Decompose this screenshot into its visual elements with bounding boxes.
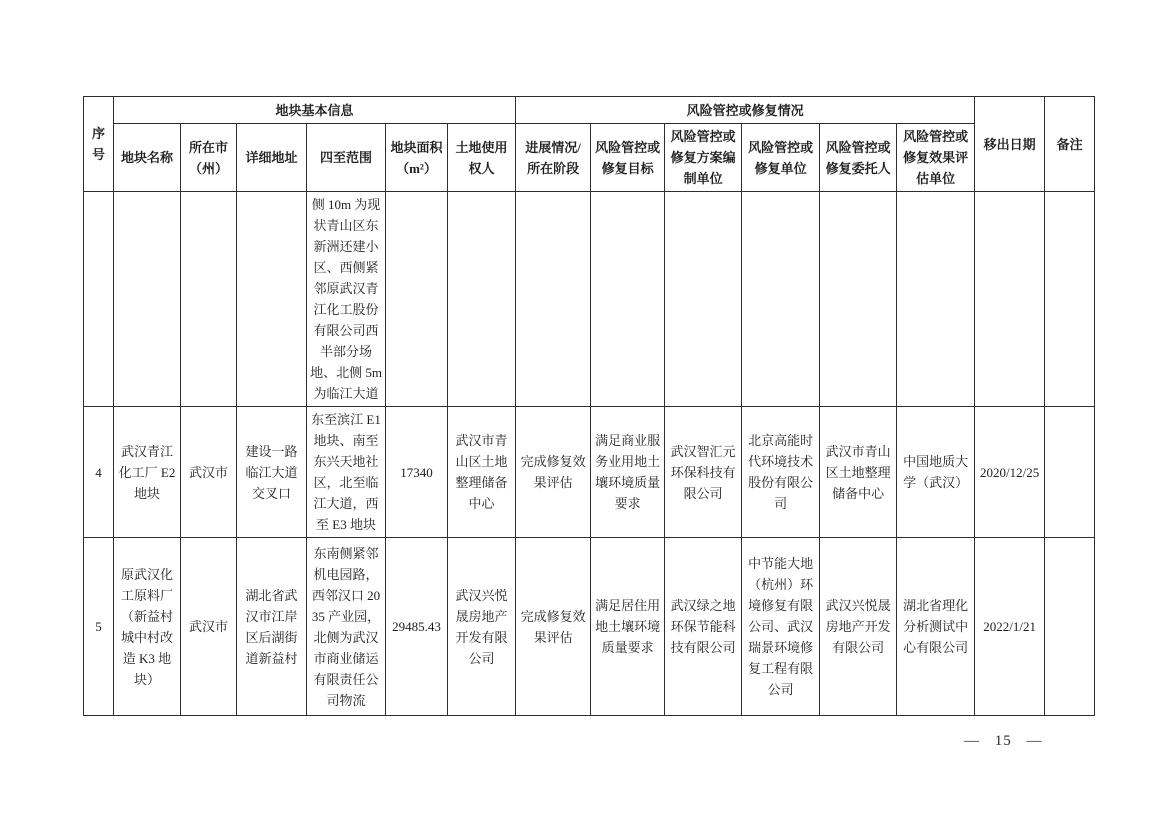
cell-client: 武汉兴悦晟房地产开发有限公司 bbox=[820, 538, 897, 716]
cell-progress: 完成修复效果评估 bbox=[516, 538, 591, 716]
cell-serial bbox=[84, 192, 114, 407]
cell-remediation-unit bbox=[742, 192, 820, 407]
cell-assessment-unit: 湖北省理化分析测试中心有限公司 bbox=[897, 538, 975, 716]
table-row-5 bbox=[84, 538, 1095, 716]
cell-plot-name: 原武汉化工原料厂（新益村城中村改造 K3 地块） bbox=[114, 538, 181, 716]
cell-address bbox=[237, 192, 307, 407]
table-row-continuation bbox=[84, 192, 1095, 407]
cell-address: 湖北省武汉市江岸区后湖街道新益村 bbox=[237, 538, 307, 716]
header-serial: 序号 bbox=[84, 97, 114, 192]
cell-client bbox=[820, 192, 897, 407]
cell-city: 武汉市 bbox=[181, 538, 237, 716]
header-sub-row bbox=[84, 124, 1095, 192]
header-boundaries: 四至范围 bbox=[307, 124, 386, 192]
header-plot-name: 地块名称 bbox=[114, 124, 181, 192]
header-address: 详细地址 bbox=[237, 124, 307, 192]
cell-remarks bbox=[1045, 192, 1095, 407]
cell-progress bbox=[516, 192, 591, 407]
cell-serial: 4 bbox=[84, 407, 114, 538]
cell-assessment-unit: 中国地质大学（武汉） bbox=[897, 407, 975, 538]
cell-plan-unit bbox=[665, 192, 742, 407]
cell-client: 武汉市青山区土地整理储备中心 bbox=[820, 407, 897, 538]
header-remediation-unit: 风险管控或修复单位 bbox=[742, 124, 820, 192]
cell-progress: 完成修复效果评估 bbox=[516, 407, 591, 538]
cell-serial: 5 bbox=[84, 538, 114, 716]
page-number: — 15 — bbox=[964, 733, 1043, 749]
header-group-row bbox=[84, 97, 1095, 124]
cell-boundaries: 侧 10m 为现状青山区东新洲还建小区、西侧紧邻原武汉青江化工股份有限公司西半部分场地、北侧 5m 为临江大道 bbox=[307, 192, 386, 407]
cell-assessment-unit bbox=[897, 192, 975, 407]
cell-removal-date: 2022/1/21 bbox=[975, 538, 1045, 716]
header-removal-date: 移出日期 bbox=[975, 97, 1045, 192]
cell-city: 武汉市 bbox=[181, 407, 237, 538]
header-client: 风险管控或修复委托人 bbox=[820, 124, 897, 192]
cell-remarks bbox=[1045, 407, 1095, 538]
cell-removal-date bbox=[975, 192, 1045, 407]
cell-target bbox=[591, 192, 665, 407]
header-target: 风险管控或修复目标 bbox=[591, 124, 665, 192]
header-assessment-unit: 风险管控或修复效果评估单位 bbox=[897, 124, 975, 192]
header-area: 地块面积（m²） bbox=[386, 124, 448, 192]
cell-land-user: 武汉兴悦晟房地产开发有限公司 bbox=[448, 538, 516, 716]
land-parcel-table bbox=[83, 96, 1095, 716]
cell-remediation-unit: 北京高能时代环境技术股份有限公司 bbox=[742, 407, 820, 538]
cell-address: 建设一路临江大道交叉口 bbox=[237, 407, 307, 538]
header-progress: 进展情况/所在阶段 bbox=[516, 124, 591, 192]
header-land-user: 土地使用权人 bbox=[448, 124, 516, 192]
header-remarks: 备注 bbox=[1045, 97, 1095, 192]
cell-remediation-unit: 中节能大地（杭州）环境修复有限公司、武汉瑞景环境修复工程有限公司 bbox=[742, 538, 820, 716]
cell-removal-date: 2020/12/25 bbox=[975, 407, 1045, 538]
cell-area bbox=[386, 192, 448, 407]
cell-plot-name: 武汉青江化工厂 E2 地块 bbox=[114, 407, 181, 538]
cell-boundaries: 东至滨江 E1 地块、南至东兴天地社区，北至临江大道，西至 E3 地块 bbox=[307, 407, 386, 538]
header-group-risk-control: 风险管控或修复情况 bbox=[516, 97, 975, 124]
header-city: 所在市（州） bbox=[181, 124, 237, 192]
cell-boundaries: 东南侧紧邻机电园路，西邻汉口 2035 产业园，北侧为武汉市商业储运有限责任公司物流 bbox=[307, 538, 386, 716]
cell-area: 17340 bbox=[386, 407, 448, 538]
cell-area: 29485.43 bbox=[386, 538, 448, 716]
cell-land-user: 武汉市青山区土地整理储备中心 bbox=[448, 407, 516, 538]
cell-city bbox=[181, 192, 237, 407]
table-row-4 bbox=[84, 407, 1095, 538]
cell-plan-unit: 武汉智汇元环保科技有限公司 bbox=[665, 407, 742, 538]
header-group-basic-info: 地块基本信息 bbox=[114, 97, 516, 124]
cell-target: 满足居住用地土壤环境质量要求 bbox=[591, 538, 665, 716]
cell-land-user bbox=[448, 192, 516, 407]
cell-target: 满足商业服务业用地土壤环境质量要求 bbox=[591, 407, 665, 538]
cell-plan-unit: 武汉绿之地环保节能科技有限公司 bbox=[665, 538, 742, 716]
header-plan-unit: 风险管控或修复方案编制单位 bbox=[665, 124, 742, 192]
cell-remarks bbox=[1045, 538, 1095, 716]
cell-plot-name bbox=[114, 192, 181, 407]
